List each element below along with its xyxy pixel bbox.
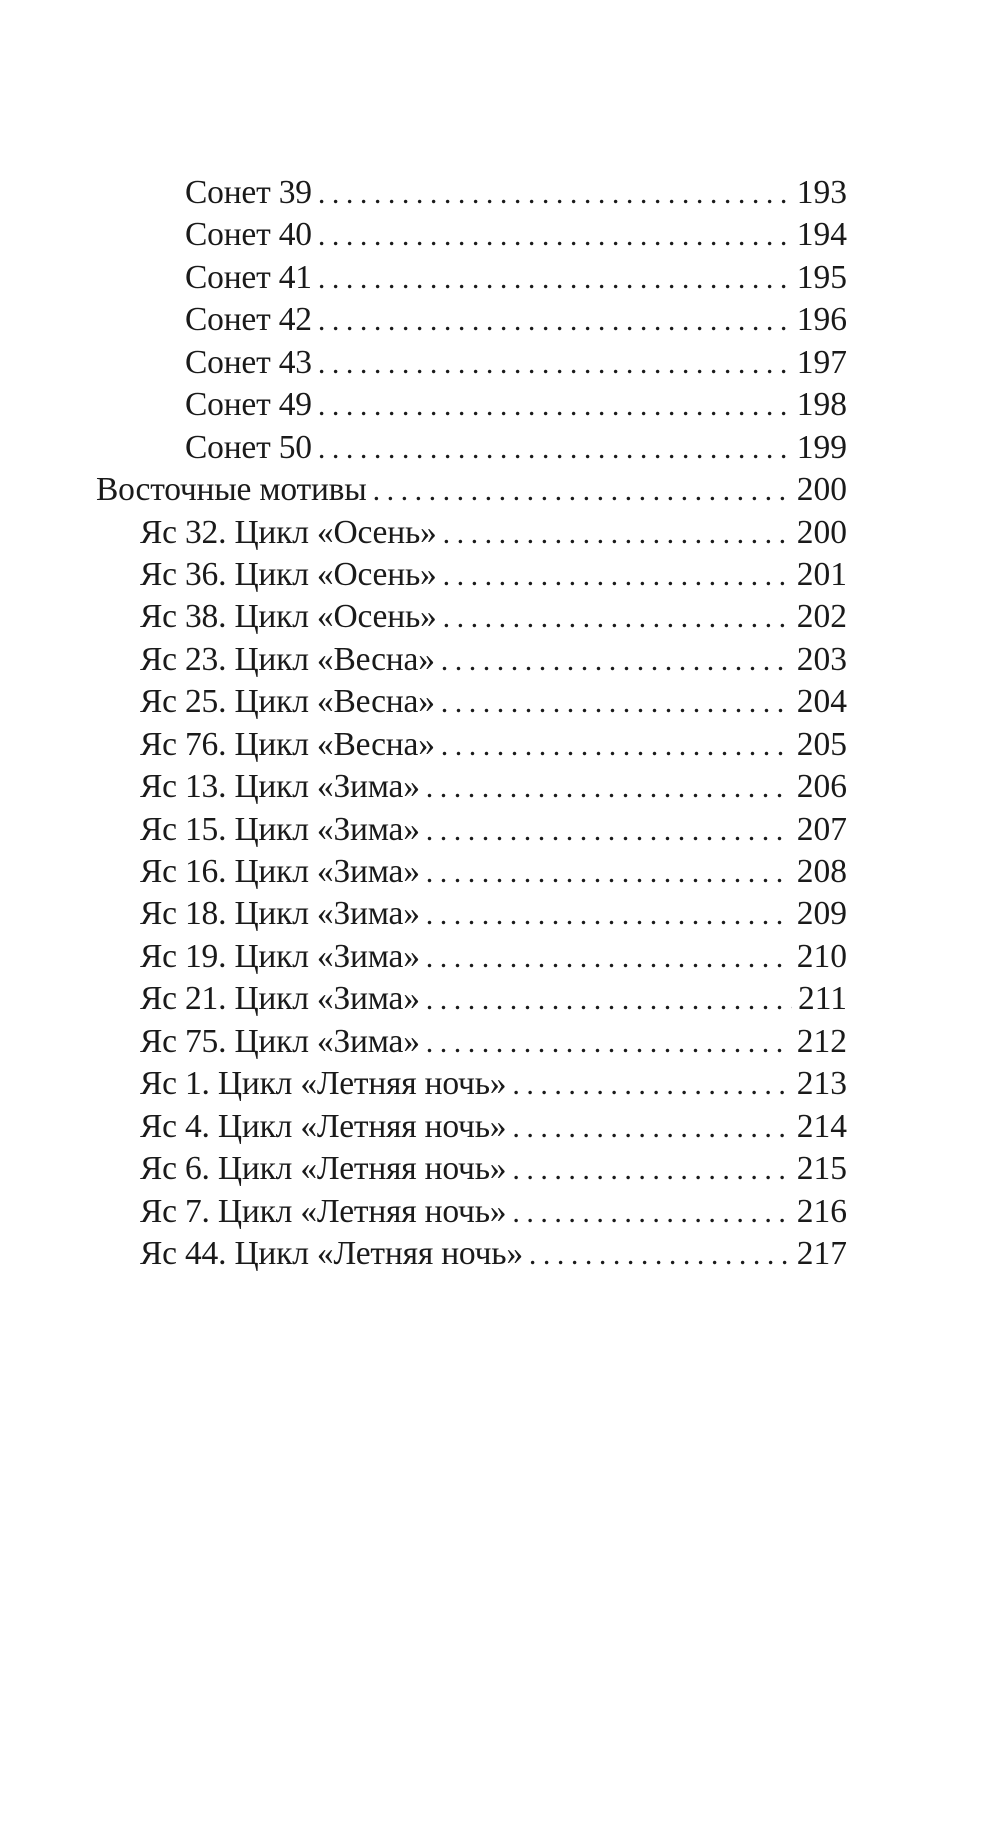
toc-entry [0,427,847,469]
toc-entry [0,851,847,893]
toc-entry-title: Яс 19. Цикл «Зима» [140,937,420,975]
toc-entry-page: 207 [796,810,847,848]
dot-leader [318,173,791,214]
toc-entry-title: Сонет 39 [185,174,312,211]
toc-entry-title: Сонет 41 [185,258,312,296]
dot-leader [512,1149,790,1190]
toc-entry [0,1148,847,1190]
toc-entry [0,342,847,384]
toc-section-title: Восточные мотивы [96,471,367,509]
dot-leader [318,300,791,341]
toc-entry [0,554,847,596]
toc-entry-title: Сонет 42 [185,301,312,339]
toc-entry-page: 197 [796,343,847,381]
dot-leader [441,725,791,766]
toc-entry-page: 208 [796,853,847,890]
table-of-contents [0,172,1000,1275]
toc-entry-title: Яс 21. Цикл «Зима» [140,980,420,1018]
toc-entry-page: 217 [796,1234,847,1272]
toc-entry [0,1063,847,1105]
toc-entry-page: 211 [797,980,847,1018]
dot-leader [512,1064,790,1105]
dot-leader [441,682,791,723]
dot-leader [529,1234,791,1275]
dot-leader [373,470,791,511]
toc-entry-title: Яс 6. Цикл «Летняя ночь» [140,1150,507,1188]
toc-entry-page: 199 [796,428,847,466]
dot-leader [441,640,791,681]
toc-entry-page: 210 [796,937,847,975]
toc-entry-title: Яс 75. Цикл «Зима» [140,1022,420,1060]
toc-entry-title: Яс 4. Цикл «Летняя ночь» [140,1107,507,1145]
toc-entry [0,1191,847,1233]
toc-entry-title: Яс 38. Цикл «Осень» [140,598,437,636]
toc-entry-title: Яс 76. Цикл «Весна» [140,725,435,763]
toc-entry-title: Сонет 49 [185,386,312,424]
toc-entry [0,766,847,808]
dot-leader [426,852,791,893]
toc-entry [0,1106,847,1148]
toc-entry [0,893,847,935]
toc-entry-page: 195 [796,258,847,296]
toc-entry [0,936,847,978]
toc-entry-page: 215 [796,1150,847,1188]
toc-entry-title: Сонет 43 [185,343,312,381]
dot-leader [512,1192,790,1233]
toc-entry-title: Яс 13. Цикл «Зима» [140,768,420,806]
toc-entry [0,978,847,1020]
toc-entry-page: 212 [796,1022,847,1060]
toc-entry [0,214,847,256]
toc-entry [0,172,847,214]
dot-leader [426,810,791,851]
dot-leader [426,894,791,935]
toc-entry-title: Сонет 50 [185,428,312,466]
toc-entry-page: 196 [796,301,847,339]
toc-entry-title: Яс 1. Цикл «Летняя ночь» [140,1065,507,1103]
toc-entry-title: Яс 16. Цикл «Зима» [140,853,420,890]
toc-entry-page: 198 [796,386,847,424]
toc-entry-title: Яс 32. Цикл «Осень» [140,513,437,551]
toc-entry-page: 204 [796,683,847,721]
toc-entry-title: Яс 36. Цикл «Осень» [140,555,437,593]
toc-entry-page: 205 [796,725,847,763]
toc-entry [0,1021,847,1063]
toc-entry [0,596,847,638]
dot-leader [426,1022,791,1063]
toc-entry-page: 203 [796,640,847,678]
toc-entry-page: 200 [796,471,847,509]
toc-section-entry [0,469,847,511]
dot-leader [318,343,791,384]
toc-entry-page: 214 [796,1107,847,1145]
toc-entry [0,299,847,341]
dot-leader [318,258,791,299]
toc-entry-title: Яс 15. Цикл «Зима» [140,810,420,848]
toc-entry [0,257,847,299]
toc-entry [0,681,847,723]
toc-entry-page: 200 [796,513,847,551]
dot-leader [426,937,791,978]
toc-entry-page: 209 [796,895,847,933]
toc-entry-page: 201 [796,555,847,593]
toc-entry [0,1233,847,1275]
toc-entry [0,809,847,851]
toc-entry-title: Яс 23. Цикл «Весна» [140,640,435,678]
toc-entry-page: 194 [796,216,847,254]
toc-entry-title: Яс 18. Цикл «Зима» [140,895,420,933]
toc-entry-page: 206 [796,768,847,806]
toc-entry [0,384,847,426]
toc-entry-page: 213 [796,1065,847,1103]
dot-leader [318,428,791,469]
toc-entry-title: Яс 7. Цикл «Летняя ночь» [140,1192,507,1230]
toc-entry-page: 202 [796,598,847,636]
dot-leader [443,513,791,554]
toc-entry-page: 216 [796,1192,847,1230]
toc-entry [0,639,847,681]
dot-leader [443,555,791,596]
dot-leader [426,979,792,1020]
dot-leader [512,1107,790,1148]
toc-entry-page: 193 [796,174,847,211]
toc-entry-title: Яс 44. Цикл «Летняя ночь» [140,1234,523,1272]
dot-leader [318,385,791,426]
dot-leader [443,597,791,638]
toc-entry [0,512,847,554]
toc-entry-title: Сонет 40 [185,216,312,254]
toc-entry-title: Яс 25. Цикл «Весна» [140,683,435,721]
toc-entry [0,724,847,766]
dot-leader [318,215,791,256]
dot-leader [426,767,791,808]
